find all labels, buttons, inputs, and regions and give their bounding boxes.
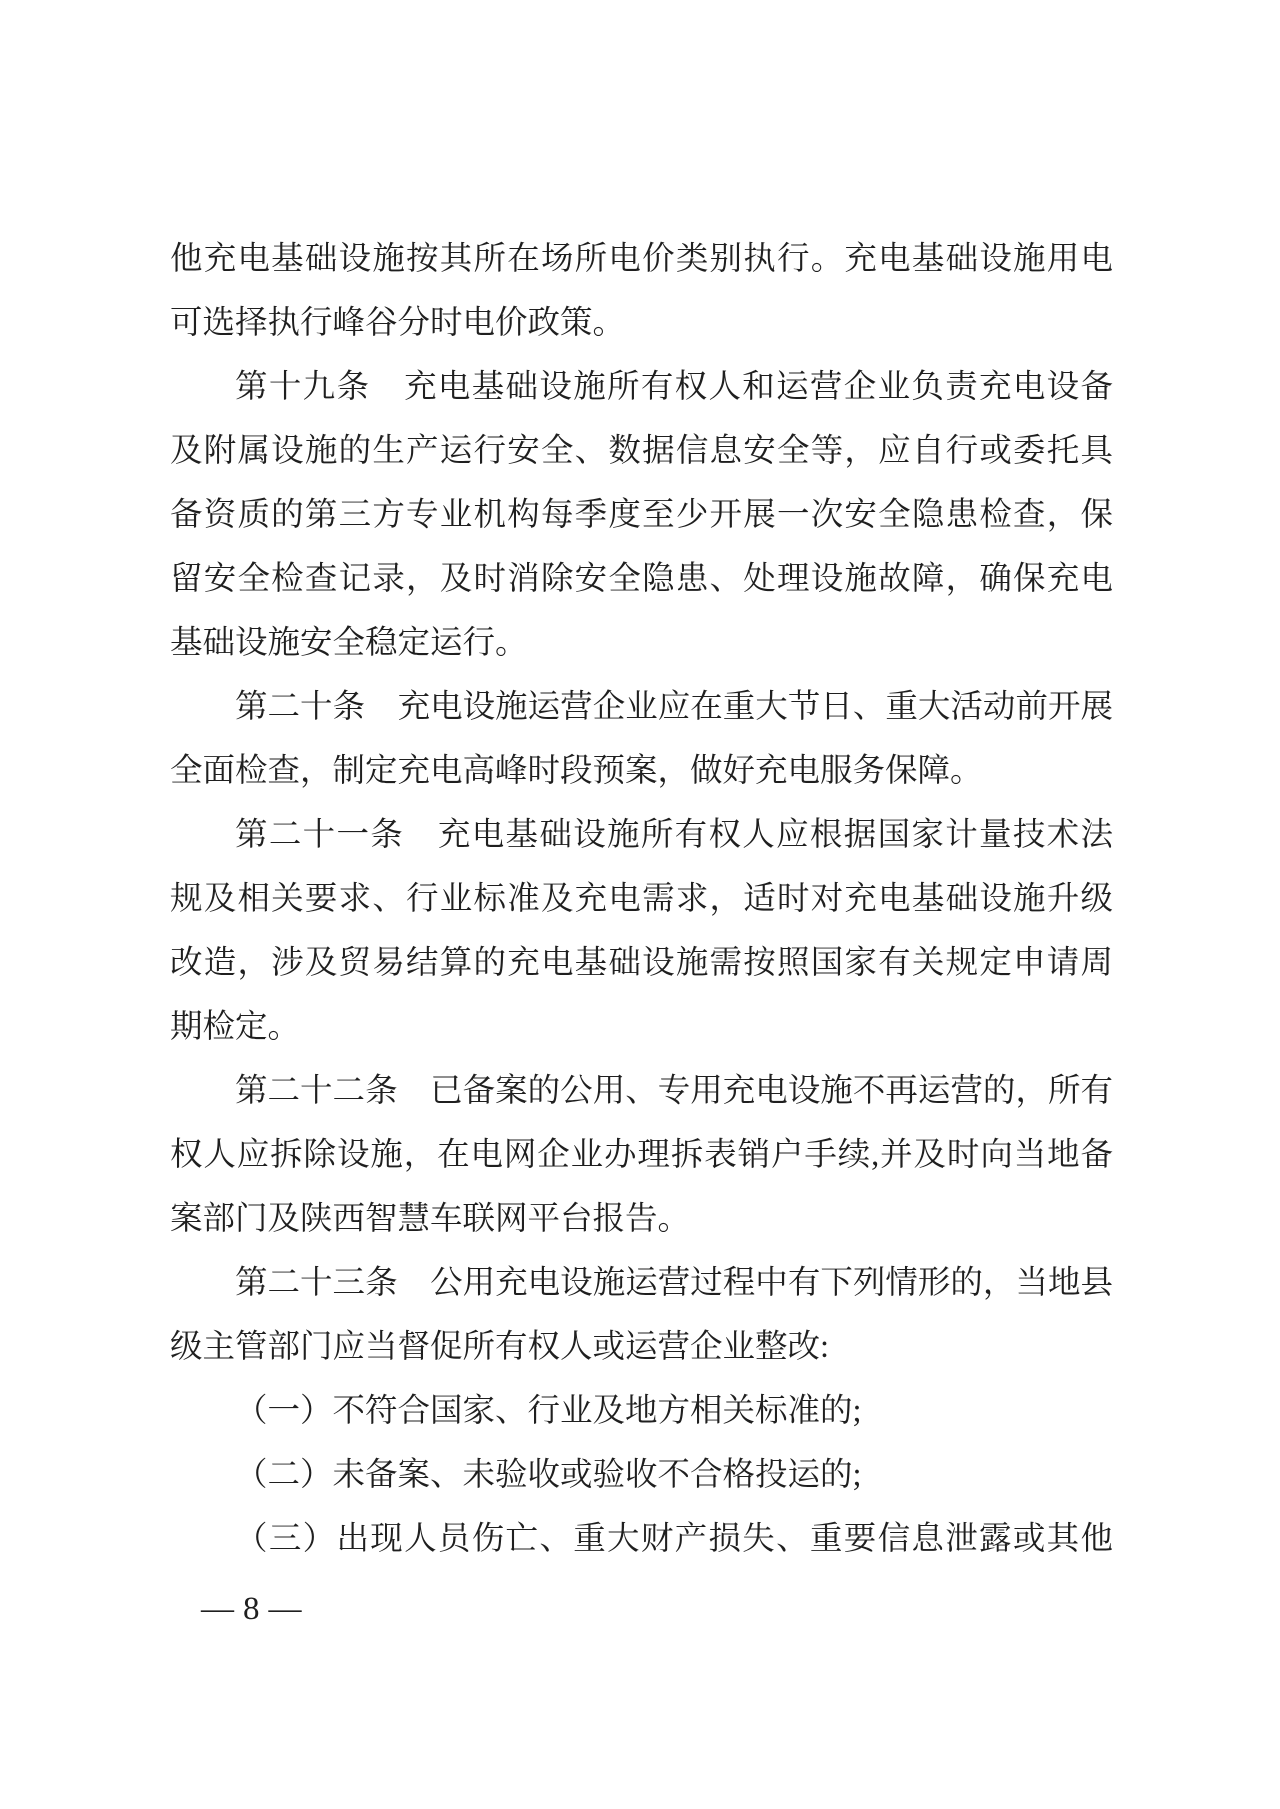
document-text-block (170, 227, 1113, 1571)
document-line: 可选择执行峰谷分时电价政策。 (170, 305, 626, 341)
document-line: 改造，涉及贸易结算的充电基础设施需按照国家有关规定申请周 (170, 945, 1113, 981)
document-line: 第二十一条 充电基础设施所有权人应根据国家计量技术法 (235, 817, 1113, 853)
page-number: 8 (243, 1591, 260, 1627)
document-line: 留安全检查记录，及时消除安全隐患、处理设施故障，确保充电 (170, 561, 1113, 597)
document-line: 第二十三条 公用充电设施运营过程中有下列情形的，当地县 (235, 1265, 1113, 1301)
document-line: 规及相关要求、行业标准及充电需求，适时对充电基础设施升级 (170, 881, 1113, 917)
document-line: 期检定。 (170, 1009, 301, 1045)
document-line: 第二十二条 已备案的公用、专用充电设施不再运营的，所有 (235, 1073, 1113, 1109)
document-line: 第二十条 充电设施运营企业应在重大节日、重大活动前开展 (235, 689, 1113, 725)
document-line: 第十九条 充电基础设施所有权人和运营企业负责充电设备 (235, 369, 1113, 405)
document-line: （三）出现人员伤亡、重大财产损失、重要信息泄露或其他 (235, 1521, 1113, 1557)
document-line: 他充电基础设施按其所在场所电价类别执行。充电基础设施用电 (170, 241, 1113, 277)
document-line: （二）未备案、未验收或验收不合格投运的; (235, 1457, 862, 1493)
document-line: 权人应拆除设施，在电网企业办理拆表销户手续,并及时向当地备 (170, 1137, 1113, 1173)
page-footer (201, 1592, 302, 1626)
footer-dash-right: — (268, 1591, 302, 1627)
document-line: 级主管部门应当督促所有权人或运营企业整改: (170, 1329, 830, 1365)
document-line: 备资质的第三方专业机构每季度至少开展一次安全隐患检查，保 (170, 497, 1113, 533)
document-line: （一）不符合国家、行业及地方相关标准的; (235, 1393, 862, 1429)
document-line: 及附属设施的生产运行安全、数据信息安全等，应自行或委托具 (170, 433, 1113, 469)
document-line: 基础设施安全稳定运行。 (170, 625, 528, 661)
document-line: 全面检查，制定充电高峰时段预案，做好充电服务保障。 (170, 753, 983, 789)
document-line: 案部门及陕西智慧车联网平台报告。 (170, 1201, 691, 1237)
footer-dash-left: — (201, 1591, 234, 1627)
